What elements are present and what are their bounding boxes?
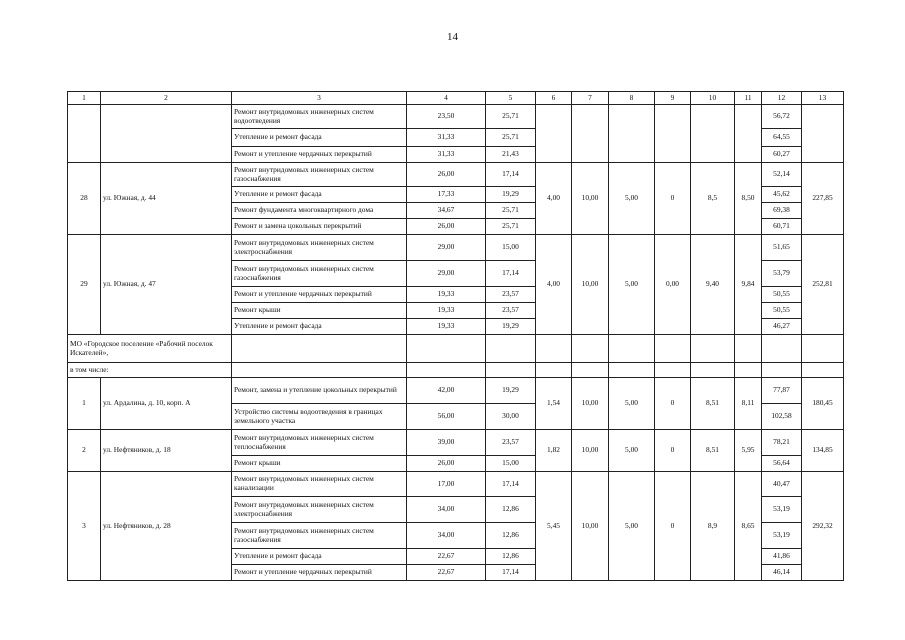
value-cell: 1,54	[536, 378, 572, 430]
empty-cell	[232, 335, 407, 363]
value-cell: 30,00	[486, 404, 536, 430]
empty-cell	[655, 363, 691, 378]
col-header-10: 10	[691, 92, 735, 105]
value-cell: 4,00	[536, 163, 572, 235]
empty-cell	[572, 335, 609, 363]
work-type-cell: Утепление и ремонт фасада	[232, 187, 407, 203]
value-cell: 17,33	[407, 187, 486, 203]
value-cell: 26,00	[407, 219, 486, 235]
value-cell: 8,50	[735, 163, 762, 235]
value-cell: 53,19	[762, 497, 802, 523]
value-cell: 0,00	[655, 235, 691, 335]
value-cell: 46,14	[762, 565, 802, 581]
value-cell: 5,00	[609, 163, 655, 235]
value-cell: 51,65	[762, 235, 802, 261]
value-cell	[536, 105, 572, 163]
value-cell: 17,14	[486, 261, 536, 287]
value-cell: 8,51	[691, 378, 735, 430]
empty-cell	[802, 363, 844, 378]
value-cell	[735, 105, 762, 163]
total-cell: 227,85	[802, 163, 844, 235]
empty-cell	[609, 363, 655, 378]
value-cell: 19,33	[407, 303, 486, 319]
value-cell: 12,86	[486, 523, 536, 549]
empty-cell	[536, 335, 572, 363]
value-cell: 10,00	[572, 430, 609, 472]
table-row	[68, 430, 844, 456]
value-cell: 17,00	[407, 472, 486, 497]
total-cell: 134,85	[802, 430, 844, 472]
value-cell: 29,00	[407, 235, 486, 261]
value-cell: 10,00	[572, 472, 609, 581]
house-number-cell: 29	[68, 235, 101, 335]
empty-cell	[655, 335, 691, 363]
value-cell: 25,71	[486, 203, 536, 219]
value-cell	[655, 105, 691, 163]
value-cell: 69,38	[762, 203, 802, 219]
table-row	[68, 105, 844, 129]
value-cell: 5,00	[609, 472, 655, 581]
work-type-cell: Ремонт внутридомовых инженерных систем газоснабжения	[232, 261, 407, 287]
repair-program-table	[67, 91, 844, 581]
empty-cell	[407, 335, 486, 363]
value-cell: 12,86	[486, 549, 536, 565]
address-cell: ул. Ардалина, д. 10, корп. А	[101, 378, 232, 430]
value-cell: 5,00	[609, 430, 655, 472]
value-cell: 60,71	[762, 219, 802, 235]
col-header-7: 7	[572, 92, 609, 105]
value-cell: 9,40	[691, 235, 735, 335]
value-cell: 26,00	[407, 456, 486, 472]
including-row	[68, 363, 844, 378]
total-cell	[802, 105, 844, 163]
value-cell: 41,86	[762, 549, 802, 565]
empty-cell	[691, 335, 735, 363]
value-cell: 5,95	[735, 430, 762, 472]
empty-cell	[735, 335, 762, 363]
address-cell: ул. Южная, д. 47	[101, 235, 232, 335]
value-cell: 5,45	[536, 472, 572, 581]
value-cell: 1,82	[536, 430, 572, 472]
value-cell: 19,29	[486, 378, 536, 404]
col-header-4: 4	[407, 92, 486, 105]
value-cell: 21,43	[486, 147, 536, 163]
work-type-cell: Ремонт и утепление чердачных перекрытий	[232, 565, 407, 581]
work-type-cell: Утепление и ремонт фасада	[232, 549, 407, 565]
value-cell: 40,47	[762, 472, 802, 497]
value-cell: 0	[655, 430, 691, 472]
col-header-13: 13	[802, 92, 844, 105]
value-cell: 31,33	[407, 147, 486, 163]
work-type-cell: Ремонт крыши	[232, 456, 407, 472]
house-number-cell: 3	[68, 472, 101, 581]
work-type-cell: Ремонт внутридомовых инженерных систем канализации	[232, 472, 407, 497]
value-cell	[609, 105, 655, 163]
value-cell: 29,00	[407, 261, 486, 287]
value-cell: 25,71	[486, 129, 536, 147]
value-cell: 23,57	[486, 303, 536, 319]
municipality-row	[68, 335, 844, 363]
work-type-cell: Ремонт внутридомовых инженерных систем теплоснабжения	[232, 430, 407, 456]
value-cell: 10,00	[572, 235, 609, 335]
value-cell: 34,00	[407, 523, 486, 549]
empty-cell	[691, 363, 735, 378]
value-cell: 45,62	[762, 187, 802, 203]
empty-cell	[486, 335, 536, 363]
col-header-2: 2	[101, 92, 232, 105]
value-cell: 10,00	[572, 378, 609, 430]
value-cell: 8,65	[735, 472, 762, 581]
value-cell: 8,51	[691, 430, 735, 472]
work-type-cell: Ремонт внутридомовых инженерных систем газоснабжения	[232, 523, 407, 549]
value-cell: 52,14	[762, 163, 802, 187]
value-cell: 12,86	[486, 497, 536, 523]
value-cell: 42,00	[407, 378, 486, 404]
empty-cell	[407, 363, 486, 378]
col-header-5: 5	[486, 92, 536, 105]
house-number-cell	[68, 105, 101, 163]
house-number-cell: 2	[68, 430, 101, 472]
value-cell: 60,27	[762, 147, 802, 163]
col-header-8: 8	[609, 92, 655, 105]
page-number: 14	[447, 31, 458, 43]
work-type-cell: Ремонт и утепление чердачных перекрытий	[232, 147, 407, 163]
value-cell: 53,79	[762, 261, 802, 287]
value-cell: 19,29	[486, 187, 536, 203]
table-row	[68, 235, 844, 261]
value-cell: 102,58	[762, 404, 802, 430]
value-cell: 78,21	[762, 430, 802, 456]
value-cell: 50,55	[762, 287, 802, 303]
value-cell: 34,00	[407, 497, 486, 523]
work-type-cell: Утепление и ремонт фасада	[232, 129, 407, 147]
total-cell: 180,45	[802, 378, 844, 430]
value-cell: 8,9	[691, 472, 735, 581]
empty-cell	[572, 363, 609, 378]
col-header-9: 9	[655, 92, 691, 105]
empty-cell	[232, 363, 407, 378]
col-header-1: 1	[68, 92, 101, 105]
empty-cell	[735, 363, 762, 378]
total-cell: 292,32	[802, 472, 844, 581]
value-cell: 25,71	[486, 219, 536, 235]
empty-cell	[762, 335, 802, 363]
address-cell: ул. Южная, д. 44	[101, 163, 232, 235]
value-cell: 17,14	[486, 565, 536, 581]
value-cell: 34,67	[407, 203, 486, 219]
work-type-cell: Ремонт внутридомовых инженерных систем водоотведения	[232, 105, 407, 129]
empty-cell	[536, 363, 572, 378]
value-cell: 10,00	[572, 163, 609, 235]
value-cell: 22,67	[407, 549, 486, 565]
address-cell	[101, 105, 232, 163]
value-cell: 9,84	[735, 235, 762, 335]
value-cell: 39,00	[407, 430, 486, 456]
value-cell: 15,00	[486, 456, 536, 472]
value-cell: 17,14	[486, 163, 536, 187]
work-type-cell: Ремонт крыши	[232, 303, 407, 319]
value-cell: 19,33	[407, 319, 486, 335]
work-type-cell: Устройство системы водоотведения в границах земельного участка	[232, 404, 407, 430]
municipality-name: МО «Городское поселение «Рабочий поселок Искателей»,	[68, 335, 232, 363]
value-cell: 0	[655, 163, 691, 235]
value-cell	[691, 105, 735, 163]
empty-cell	[486, 363, 536, 378]
address-cell: ул. Нефтяников, д. 18	[101, 430, 232, 472]
empty-cell	[609, 335, 655, 363]
column-numbers-row	[68, 92, 844, 105]
total-cell: 252,81	[802, 235, 844, 335]
value-cell: 64,55	[762, 129, 802, 147]
value-cell: 23,57	[486, 287, 536, 303]
value-cell: 15,00	[486, 235, 536, 261]
value-cell: 50,55	[762, 303, 802, 319]
including-label: в том числе:	[68, 363, 232, 378]
work-type-cell: Ремонт фундамента многоквартирного дома	[232, 203, 407, 219]
value-cell: 56,72	[762, 105, 802, 129]
value-cell: 56,64	[762, 456, 802, 472]
value-cell: 4,00	[536, 235, 572, 335]
empty-cell	[802, 335, 844, 363]
house-number-cell: 1	[68, 378, 101, 430]
value-cell: 8,11	[735, 378, 762, 430]
value-cell: 8,5	[691, 163, 735, 235]
col-header-11: 11	[735, 92, 762, 105]
work-type-cell: Ремонт внутридомовых инженерных систем газоснабжения	[232, 163, 407, 187]
value-cell: 23,57	[486, 430, 536, 456]
col-header-12: 12	[762, 92, 802, 105]
value-cell: 17,14	[486, 472, 536, 497]
work-type-cell: Утепление и ремонт фасада	[232, 319, 407, 335]
value-cell: 77,87	[762, 378, 802, 404]
value-cell: 5,00	[609, 235, 655, 335]
value-cell: 23,50	[407, 105, 486, 129]
table-row	[68, 378, 844, 404]
work-type-cell: Ремонт внутридомовых инженерных систем электроснабжения	[232, 235, 407, 261]
value-cell: 22,67	[407, 565, 486, 581]
value-cell: 25,71	[486, 105, 536, 129]
value-cell: 31,33	[407, 129, 486, 147]
value-cell: 0	[655, 472, 691, 581]
table-row	[68, 472, 844, 497]
work-type-cell: Ремонт и утепление чердачных перекрытий	[232, 287, 407, 303]
value-cell: 26,00	[407, 163, 486, 187]
value-cell	[572, 105, 609, 163]
work-type-cell: Ремонт, замена и утепление цокольных перекрытий	[232, 378, 407, 404]
col-header-6: 6	[536, 92, 572, 105]
value-cell: 53,19	[762, 523, 802, 549]
table-row	[68, 163, 844, 187]
value-cell: 0	[655, 378, 691, 430]
house-number-cell: 28	[68, 163, 101, 235]
value-cell: 19,33	[407, 287, 486, 303]
address-cell: ул. Нефтяников, д. 28	[101, 472, 232, 581]
value-cell: 56,00	[407, 404, 486, 430]
empty-cell	[762, 363, 802, 378]
value-cell: 46,27	[762, 319, 802, 335]
value-cell: 5,00	[609, 378, 655, 430]
work-type-cell: Ремонт и замена цокольных перекрытий	[232, 219, 407, 235]
col-header-3: 3	[232, 92, 407, 105]
work-type-cell: Ремонт внутридомовых инженерных систем электроснабжения	[232, 497, 407, 523]
value-cell: 19,29	[486, 319, 536, 335]
